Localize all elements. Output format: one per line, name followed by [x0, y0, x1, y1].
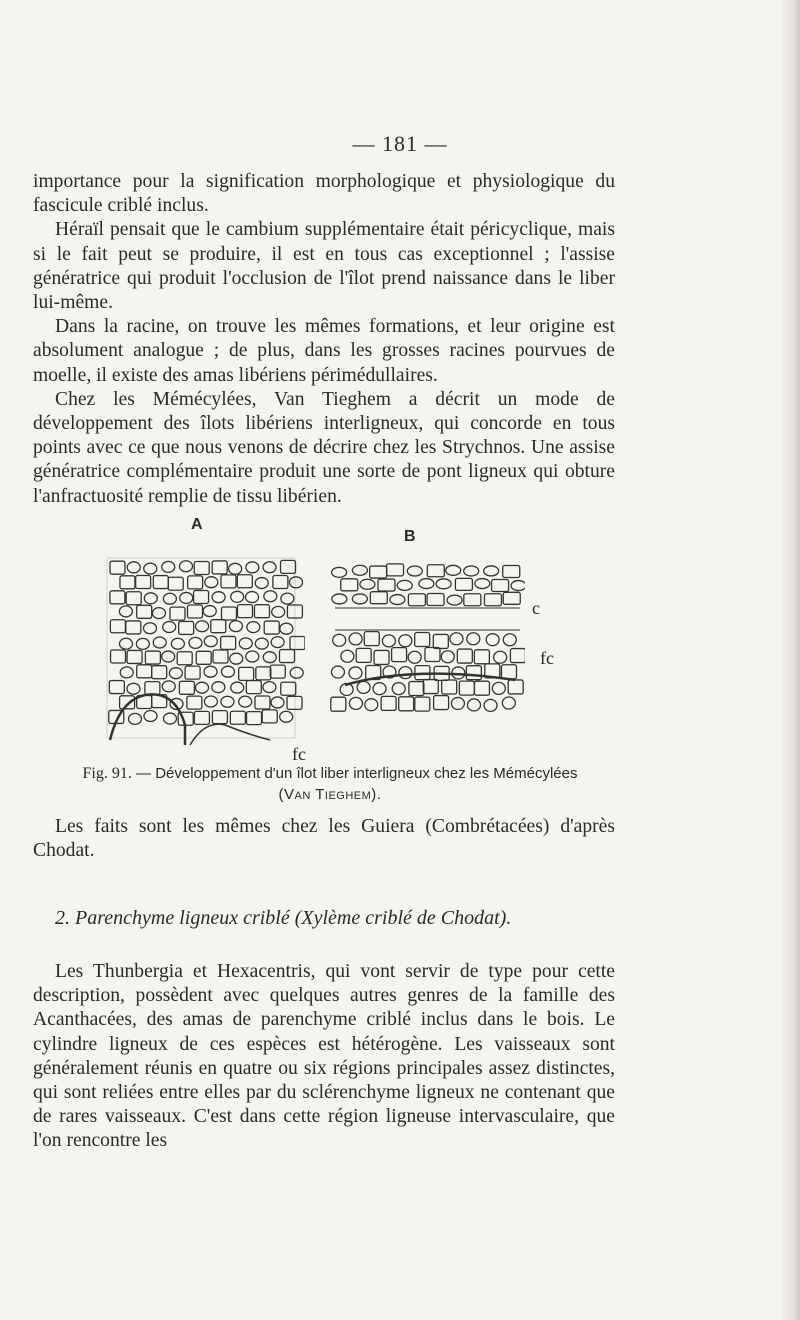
cell — [356, 648, 371, 662]
cell — [111, 650, 126, 663]
cell — [255, 696, 270, 709]
cell — [280, 623, 293, 634]
cell — [399, 667, 412, 679]
cell — [239, 696, 252, 707]
cell — [196, 682, 209, 693]
cell — [263, 652, 276, 663]
cell — [203, 606, 216, 617]
cell — [205, 577, 218, 588]
cell — [171, 638, 184, 649]
cell — [109, 681, 124, 694]
body-text-top — [33, 170, 615, 509]
cell — [467, 699, 480, 711]
figure-caption — [40, 763, 620, 805]
cell — [281, 593, 294, 604]
section-heading: 2. Parenchyme ligneux criblé (Xylème criblé de Chodat). — [55, 907, 512, 929]
cell — [153, 637, 166, 648]
figure-label-a: A — [191, 516, 203, 533]
cell — [152, 666, 167, 679]
cell — [196, 621, 209, 632]
cell — [262, 710, 277, 723]
cell — [333, 634, 346, 646]
cell — [185, 666, 200, 679]
cell — [162, 561, 175, 572]
cell — [221, 696, 234, 707]
body-text-middle — [33, 815, 615, 863]
paragraph: Héraïl pensait que le cambium supplémentaire était péricyclique, mais si le fait peut se produire, il est en tous cas exceptionnel ; l'assise génératrice qui produit l'occlusion de l'îlot prend naissance dans le liber lui-même. — [33, 219, 615, 314]
cell — [341, 579, 358, 591]
cell — [136, 575, 151, 588]
cell — [272, 606, 285, 617]
cell — [501, 665, 516, 679]
cell — [450, 633, 463, 645]
cell — [510, 649, 525, 663]
cell — [221, 575, 236, 588]
cell — [446, 565, 461, 575]
cell — [281, 682, 296, 695]
cell — [279, 650, 294, 663]
cell — [189, 637, 202, 648]
cell — [246, 651, 259, 662]
cell — [221, 607, 236, 620]
cell — [365, 699, 378, 711]
caption-text: — Développement d'un îlot liber interligneux chez les Mémécylées — [136, 765, 578, 782]
cell — [110, 591, 125, 604]
cell — [127, 683, 140, 694]
cell — [415, 697, 430, 711]
cell — [119, 606, 132, 617]
paragraph: Les Thunbergia et Hexacentris, qui vont servir de type pour cette description, possèdent avec quelques autres genres de la famille des Acanthacées, des amas de parenchyme criblé inclus dans le bois. Le cylindre ligneux de ces espèces est hétérogène. Les vaisseaux sont généralement réunis en quatre ou six régions principales assez distinctes, qui sont reliées entre elles par du sclérenchyme ligneux ne contenant que de rares vaisseaux. C'est dans cette région ligneuse intervasculaire, que l'on rencontre les — [33, 961, 615, 1152]
cell — [212, 561, 227, 574]
cell — [270, 665, 285, 678]
cell — [212, 592, 225, 603]
cell — [475, 579, 490, 589]
cell — [423, 680, 438, 694]
cell — [144, 563, 157, 574]
figure-label-b: B — [404, 528, 416, 545]
cell — [129, 713, 142, 724]
cell — [271, 697, 284, 708]
cell — [331, 666, 344, 678]
cell — [364, 632, 379, 646]
cell — [204, 636, 217, 647]
cell — [264, 591, 277, 602]
cell — [349, 667, 362, 679]
cell — [374, 650, 389, 664]
cell — [457, 649, 472, 663]
cell — [441, 651, 454, 663]
cell — [247, 622, 260, 633]
cell — [179, 621, 194, 634]
cell — [387, 564, 404, 576]
cell — [290, 667, 303, 678]
cell — [231, 682, 244, 693]
cell — [196, 651, 211, 664]
cell — [392, 648, 407, 662]
cell — [390, 595, 405, 605]
figure-panel-a — [105, 550, 305, 750]
cell — [204, 666, 217, 677]
caption-number: Fig. 91. — [82, 765, 132, 782]
cell — [204, 696, 217, 707]
paragraph: Chez les Mémécylées, Van Tieghem a décrit un mode de développement des îlots libériens interligneux, qui concorde en tous points avec ce que nous venons de décrire chez les Strychnos. Une assise génératrice complémentaire produit une sorte de pont ligneux qui obture l'anfractuosité remplie de tissu libérien. — [33, 388, 615, 507]
cell — [230, 653, 243, 664]
cell — [126, 621, 141, 634]
cell — [187, 605, 202, 618]
cell — [239, 638, 252, 649]
cell — [503, 592, 520, 604]
cell — [237, 605, 252, 618]
cell — [213, 650, 228, 663]
cell — [180, 592, 193, 603]
cell — [152, 608, 165, 619]
cell — [110, 561, 125, 574]
cell — [280, 711, 293, 722]
cell — [486, 634, 499, 646]
cell — [264, 621, 279, 634]
cell — [256, 667, 271, 680]
cell — [492, 682, 505, 694]
cell — [120, 696, 135, 709]
cell — [162, 651, 175, 662]
cell — [289, 577, 302, 588]
cell — [120, 667, 133, 678]
cell — [127, 650, 142, 663]
cell — [247, 712, 262, 725]
cell — [179, 561, 192, 572]
cell — [503, 565, 520, 577]
figure-mark-c: c — [532, 598, 540, 618]
cell — [332, 567, 347, 577]
cell — [239, 667, 254, 680]
cell — [273, 575, 288, 588]
cell — [373, 683, 386, 695]
cell — [503, 634, 516, 646]
figure-mark-fc-b: fc — [540, 648, 554, 668]
cell — [153, 576, 168, 589]
cell — [392, 683, 405, 695]
cell — [455, 578, 472, 590]
body-text-bottom — [33, 960, 615, 1154]
cell — [382, 635, 395, 647]
cell — [212, 711, 227, 724]
cell — [168, 577, 183, 590]
cell — [332, 594, 347, 604]
cell — [352, 594, 367, 604]
cell — [436, 579, 451, 589]
cell — [188, 576, 203, 589]
cell — [162, 681, 175, 692]
cell — [349, 633, 362, 645]
cell — [357, 681, 370, 693]
cell — [408, 651, 421, 663]
cell — [427, 594, 444, 606]
cell — [349, 697, 362, 709]
cell — [434, 696, 449, 710]
cell — [474, 681, 489, 695]
cell — [120, 576, 135, 589]
cell — [331, 697, 346, 711]
cell — [484, 699, 497, 711]
cell — [163, 713, 176, 724]
cell — [110, 620, 125, 633]
cell — [381, 696, 396, 710]
paragraph: Les faits sont les mêmes chez les Guiera (Combrétacées) d'après Chodat. — [33, 816, 615, 862]
cell — [170, 607, 185, 620]
cell — [399, 697, 414, 711]
cell — [492, 580, 509, 592]
cell — [211, 620, 226, 633]
cell — [255, 638, 268, 649]
cell — [494, 651, 507, 663]
cell — [467, 633, 480, 645]
figure-mark-fc-a: fc — [292, 744, 306, 764]
cell — [360, 579, 375, 589]
cell — [229, 563, 242, 574]
cell — [263, 682, 276, 693]
cell — [212, 682, 225, 693]
cell — [409, 682, 424, 696]
cell — [145, 682, 160, 695]
cell — [378, 579, 395, 591]
cell — [231, 591, 244, 602]
cell — [127, 562, 140, 573]
page-number: — 181 — — [352, 131, 448, 156]
cell — [451, 697, 464, 709]
cell — [442, 680, 457, 694]
cell — [508, 680, 523, 694]
cell — [370, 566, 387, 578]
cell — [474, 650, 489, 664]
cell — [194, 562, 209, 575]
cell — [502, 697, 515, 709]
cell — [341, 650, 354, 662]
cell — [447, 595, 462, 605]
cell — [433, 634, 448, 648]
cell — [464, 566, 479, 576]
cell — [427, 565, 444, 577]
cell — [194, 590, 209, 603]
cell — [187, 696, 202, 709]
cell — [425, 648, 440, 662]
cell — [144, 623, 157, 634]
cell — [281, 560, 296, 573]
cell — [408, 594, 425, 606]
cell — [464, 594, 481, 606]
cell — [352, 565, 367, 575]
cell — [246, 562, 259, 573]
cell — [144, 711, 157, 722]
cell — [484, 594, 501, 606]
cell — [246, 592, 259, 603]
cell — [229, 621, 242, 632]
cell — [144, 593, 157, 604]
paragraph: Dans la racine, on trouve les mêmes formations, et leur origine est absolument analogue ; de plus, dans les grosses racines pourvues de moelle, il existe des amas libériens périmédullaires. — [33, 316, 615, 386]
cell — [466, 666, 481, 680]
cell — [145, 651, 160, 664]
cell — [163, 593, 176, 604]
cell — [246, 681, 261, 694]
cell — [237, 575, 252, 588]
paragraph: importance pour la signification morphologique et physiologique du fascicule criblé inclus. — [33, 171, 615, 217]
cell — [137, 605, 152, 618]
cell — [221, 636, 236, 649]
cell — [221, 666, 234, 677]
cell — [290, 636, 305, 649]
cell — [419, 579, 434, 589]
cell — [136, 638, 149, 649]
cell — [163, 622, 176, 633]
cell — [126, 592, 141, 605]
cell — [119, 638, 132, 649]
cell — [397, 580, 412, 590]
caption-source: (Van Tieghem). — [278, 786, 382, 803]
page-edge — [782, 0, 800, 1320]
figure-panel-b — [325, 560, 525, 740]
cell — [484, 566, 499, 576]
cell — [254, 605, 269, 618]
cell — [511, 581, 525, 591]
cell — [255, 578, 268, 589]
cell — [459, 681, 474, 695]
cell — [271, 637, 284, 648]
cell — [399, 635, 412, 647]
cell — [137, 665, 152, 678]
cell — [407, 566, 422, 576]
cell — [169, 668, 182, 679]
cell — [263, 562, 276, 573]
cell — [177, 652, 192, 665]
cell — [179, 681, 194, 694]
cell — [194, 711, 209, 724]
cell — [415, 632, 430, 646]
cell — [230, 711, 245, 724]
cell — [370, 592, 387, 604]
